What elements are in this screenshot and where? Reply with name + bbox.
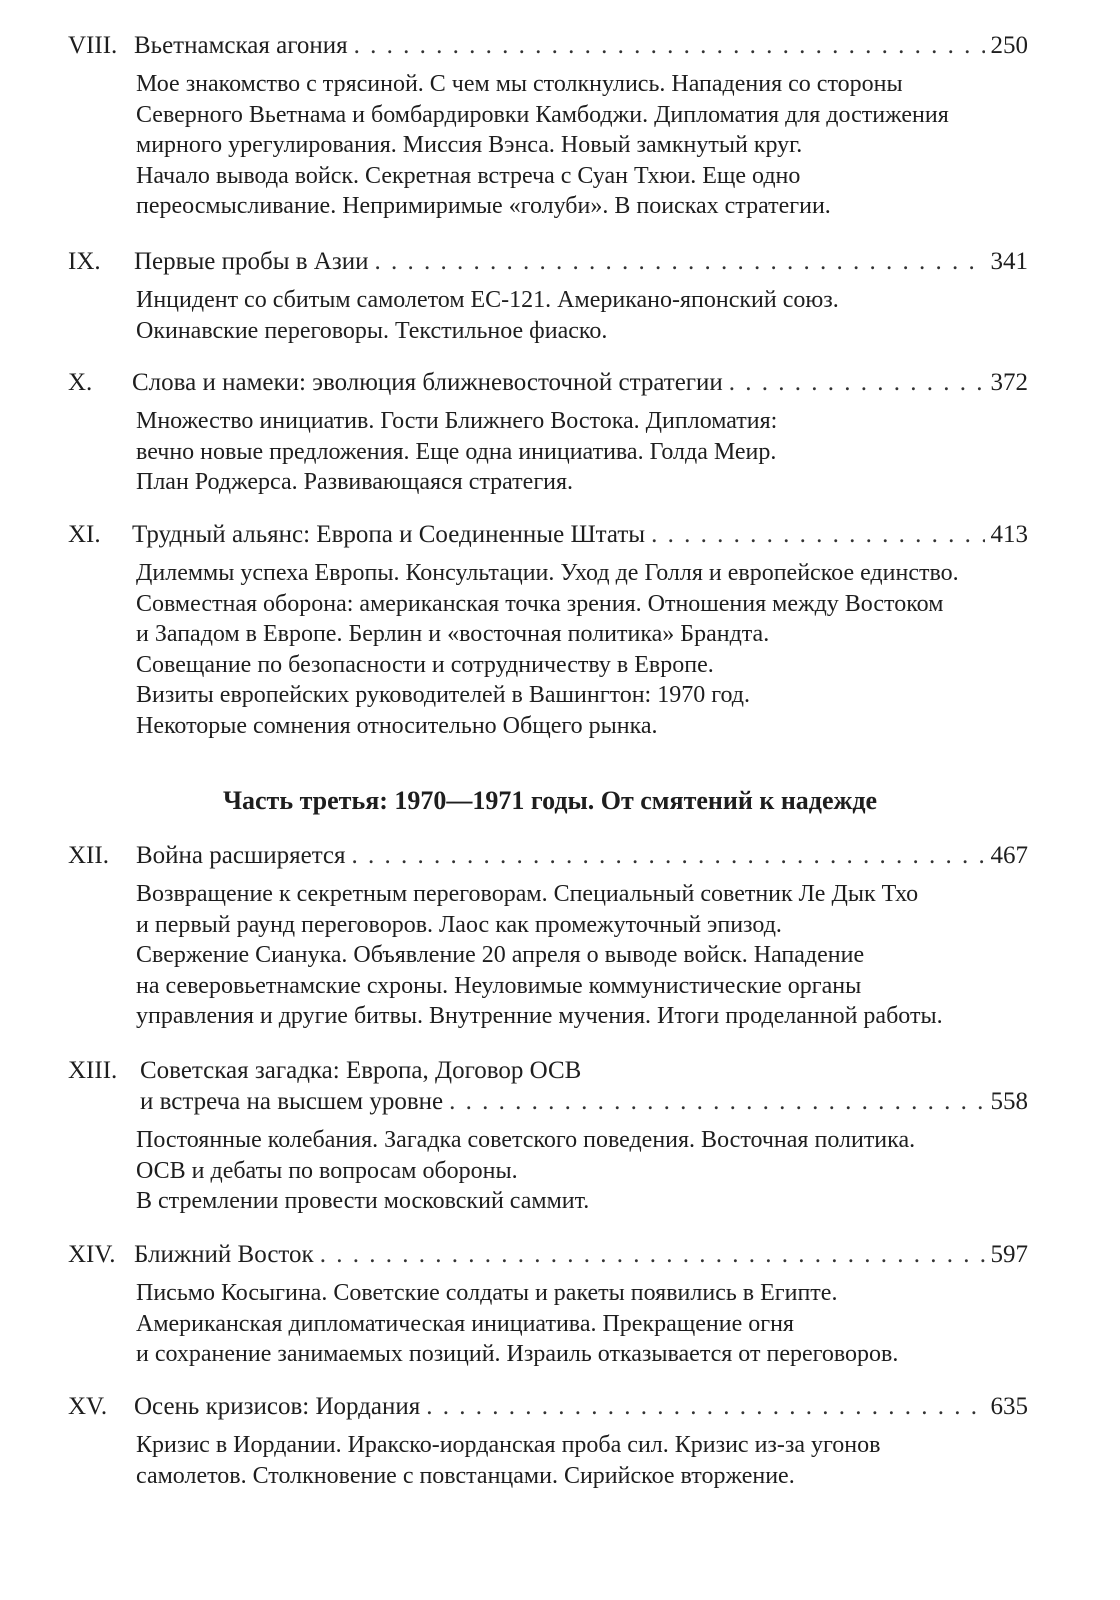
toc-entry-x — [68, 367, 1028, 498]
toc-entry-xiii — [68, 1055, 1028, 1217]
summary-line: ОСВ и дебаты по вопросам обороны. — [136, 1157, 518, 1184]
dot-leader — [729, 367, 985, 398]
summary-line: Совещание по безопасности и сотрудничеству в Европе. — [136, 651, 714, 678]
dot-leader — [352, 840, 985, 871]
summary-line: Множество инициатив. Гости Ближнего Востока. Дипломатия: — [136, 408, 778, 434]
chapter-summary — [136, 1278, 1028, 1370]
chapter-number: XII. — [68, 842, 109, 869]
chapter-summary — [136, 285, 1028, 346]
summary-line: В стремлении провести московский саммит. — [136, 1188, 590, 1214]
toc-entry-xii — [68, 840, 1028, 1032]
page-number: 341 — [990, 248, 1028, 275]
summary-line: Некоторые сомнения относительно Общего рынка. — [136, 712, 658, 739]
chapter-summary — [136, 1430, 1028, 1491]
summary-line: Инцидент со сбитым самолетом ЕС-121. Американо-японский союз. — [136, 287, 839, 313]
summary-line: и сохранение занимаемых позиций. Израиль отказывается от переговоров. — [136, 1341, 899, 1367]
page-number: 558 — [990, 1088, 1028, 1115]
page-number: 597 — [990, 1241, 1028, 1268]
page-number: 413 — [990, 521, 1028, 548]
entry-heading — [68, 246, 1028, 277]
chapter-title: Трудный альянс: Европа и Соединенные Штаты — [132, 521, 646, 548]
summary-line: Свержение Сианука. Объявление 20 апреля о выводе войск. Нападение — [136, 942, 865, 968]
dot-leader — [449, 1086, 984, 1117]
chapter-title: Ближний Восток — [134, 1241, 314, 1268]
page-number: 250 — [990, 32, 1028, 59]
summary-line: Дилеммы успеха Европы. Консультации. Уход де Голля и европейское единство. — [136, 560, 959, 586]
summary-line: мирного урегулирования. Миссия Вэнса. Новый замкнутый круг. — [136, 132, 803, 158]
dot-leader — [354, 30, 985, 61]
entry-heading — [68, 519, 1028, 550]
entry-heading-continued — [68, 1086, 1028, 1117]
dot-leader — [320, 1239, 985, 1270]
entry-heading — [68, 1055, 1028, 1086]
summary-line: Северного Вьетнама и бомбардировки Камбоджи. Дипломатия для достижения — [136, 101, 949, 128]
chapter-title: Первые пробы в Азии — [134, 248, 369, 275]
summary-line: Начало вывода войск. Секретная встреча с Суан Тхюи. Еще одно — [136, 162, 801, 189]
summary-line: и первый раунд переговоров. Лаос как промежуточный эпизод. — [136, 911, 782, 938]
chapter-title-line-1: Советская загадка: Европа, Договор ОСВ — [140, 1057, 582, 1084]
page-number: 372 — [990, 369, 1028, 396]
toc-entry-xi — [68, 519, 1028, 741]
chapter-number: VIII. — [68, 32, 118, 59]
toc-entry-viii — [68, 30, 1028, 222]
page-number: 635 — [990, 1393, 1028, 1420]
chapter-summary — [136, 558, 1028, 741]
summary-line: и Западом в Европе. Берлин и «восточная политика» Брандта. — [136, 621, 770, 647]
summary-line: самолетов. Столкновение с повстанцами. Сирийское вторжение. — [136, 1462, 795, 1489]
chapter-number: XI. — [68, 521, 101, 548]
toc-entry-xv — [68, 1391, 1028, 1491]
summary-line: План Роджерса. Развивающаяся стратегия. — [136, 469, 574, 495]
chapter-title: Вьетнамская агония — [134, 32, 348, 59]
chapter-summary — [136, 69, 1028, 222]
summary-line: Совместная оборона: американская точка зрения. Отношения между Востоком — [136, 590, 944, 617]
summary-line: переосмысливание. Непримиримые «голуби». В поисках стратегии. — [136, 193, 831, 219]
toc-entry-xiv — [68, 1239, 1028, 1370]
dot-leader — [426, 1391, 984, 1422]
summary-line: Кризис в Иордании. Иракско-иорданская проба сил. Кризис из-за угонов — [136, 1432, 881, 1458]
entry-heading — [68, 1239, 1028, 1270]
chapter-number: IX. — [68, 248, 101, 275]
chapter-summary — [136, 1125, 1028, 1217]
summary-line: вечно новые предложения. Еще одна инициатива. Голда Меир. — [136, 438, 777, 465]
summary-line: Письмо Косыгина. Советские солдаты и ракеты появились в Египте. — [136, 1280, 838, 1306]
summary-line: управления и другие битвы. Внутренние мучения. Итоги проделанной работы. — [136, 1003, 943, 1029]
dot-leader — [651, 519, 984, 550]
summary-line: Окинавские переговоры. Текстильное фиаско. — [136, 317, 608, 344]
summary-line: на северовьетнамские схроны. Неуловимые коммунистические органы — [136, 972, 862, 999]
chapter-title-line-2: и встреча на высшем уровне — [140, 1088, 444, 1115]
summary-line: Визиты европейских руководителей в Вашингтон: 1970 год. — [136, 682, 750, 708]
dot-leader — [375, 246, 985, 277]
chapter-title: Война расширяется — [136, 842, 346, 869]
summary-line: Возвращение к секретным переговорам. Специальный советник Ле Дык Тхо — [136, 881, 919, 907]
chapter-number: XIII. — [68, 1057, 118, 1084]
toc-entry-ix — [68, 246, 1028, 346]
entry-heading — [68, 30, 1028, 61]
chapter-summary — [136, 406, 1028, 498]
summary-line: Американская дипломатическая инициатива. Прекращение огня — [136, 1310, 794, 1337]
summary-line: Мое знакомство с трясиной. С чем мы столкнулись. Нападения со стороны — [136, 71, 903, 97]
page-number: 467 — [990, 842, 1028, 869]
entry-heading — [68, 367, 1028, 398]
part-heading: Часть третья: 1970—1971 годы. От смятений к надежде — [222, 786, 878, 815]
chapter-title: Слова и намеки: эволюция ближневосточной стратегии — [132, 369, 723, 396]
chapter-summary — [136, 879, 1028, 1032]
chapter-number: XIV. — [68, 1241, 116, 1268]
chapter-title: Осень кризисов: Иордания — [134, 1393, 421, 1420]
entry-heading — [68, 840, 1028, 871]
chapter-number: XV. — [68, 1393, 108, 1420]
summary-line: Постоянные колебания. Загадка советского поведения. Восточная политика. — [136, 1127, 916, 1153]
chapter-number: X. — [68, 369, 93, 396]
entry-heading — [68, 1391, 1028, 1422]
